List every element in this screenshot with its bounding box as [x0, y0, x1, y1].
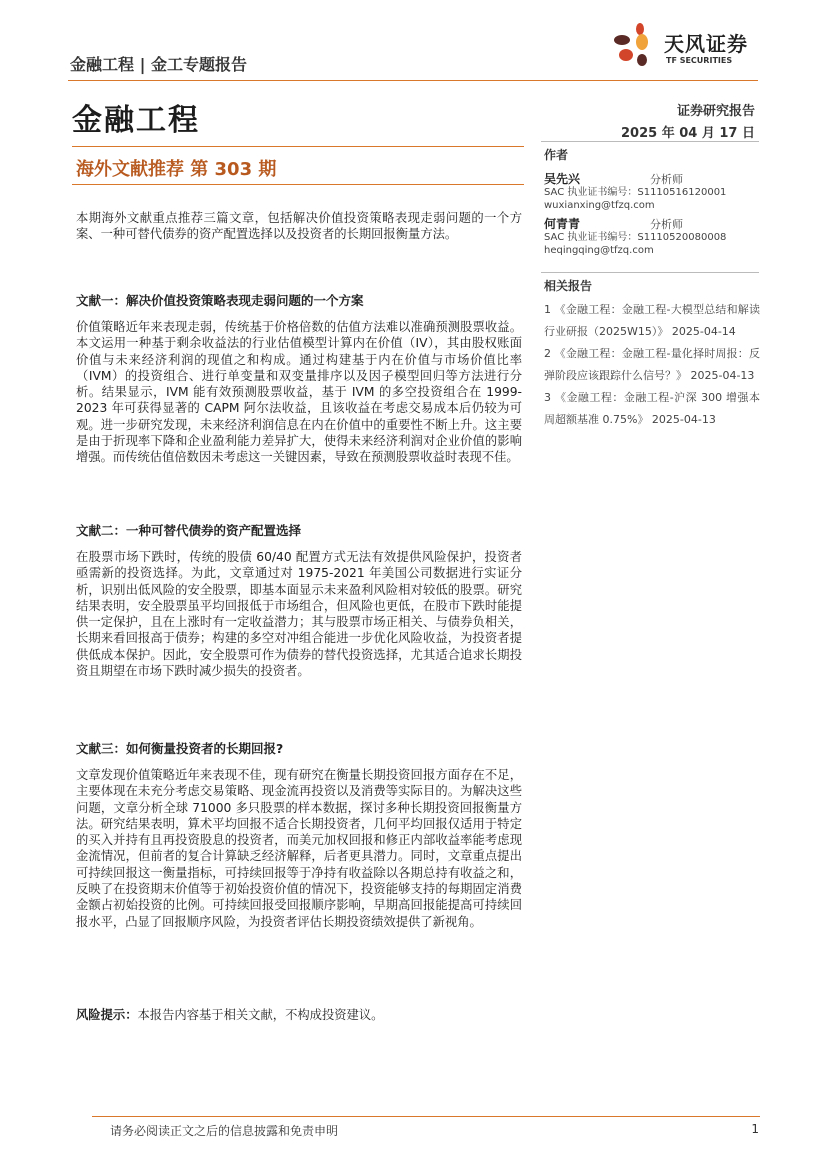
section-title: 文献二：一种可替代债券的资产配置选择: [76, 523, 302, 538]
author-name: 何青青: [544, 217, 581, 231]
related-reports-list: [544, 299, 760, 431]
logo-mark-icon: [612, 22, 662, 72]
report-subtitle: 海外文献推荐 第 303 期: [76, 159, 277, 180]
footer-divider: [92, 1116, 760, 1117]
authors-divider: [541, 141, 759, 142]
author-role: 分析师: [650, 173, 683, 186]
subtitle-divider-bottom: [72, 184, 524, 185]
author-name: 吴先兴: [544, 172, 581, 186]
related-heading: 相关报告: [544, 279, 593, 293]
related-divider: [541, 272, 759, 273]
section-body: 文章发现价值策略近年来表现不佳，现有研究在衡量长期投资回报方面存在不足，主要体现在未充分考虑交易策略、现金流再投资以及消费等实际目的。为解决这些问题，文章分析全球 71000 多只股票的样本数据，探讨多种长期投资回报衡量方法。研究结果表明，算术平均回报不适合长期投资者，几何平均回报仅适用于特定的买入并持有且再投资股息的投资者，而美元加权回报和修正内部收益率能考虑现金流情况，但前者的复合计算缺乏经济解释，后者更具潜力。同时，文章重点提出可持续回报这一衡量指标，可持续回报等于净持有收益除以各期总持有收益之和，反映了在投资期末价值等于初始投资价值的情况下，投资能够支持的每期固定消费金额占初始投资的比例。可持续回报受回报顺序影响，早期高回报能提高可持续回报水平，凸显了回报顺序风险，为投资者评估长期投资绩效提供了新视角。: [76, 768, 522, 929]
author-cert: SAC 执业证书编号：S1110520080008: [544, 232, 727, 243]
report-category: 金融工程 | 金工专题报告: [70, 55, 247, 74]
risk-text: 本报告内容基于相关文献，不构成投资建议。: [137, 1008, 384, 1022]
section-title: 文献一：解决价值投资策略表现走弱问题的一个方案: [76, 293, 364, 308]
section-body: 在股票市场下跌时，传统的股债 60/40 配置方式无法有效提供风险保护，投资者亟需新的投资选择。为此，文章通过对 1975-2021 年美国公司数据进行实证分析，识别出低风险的安全股票，即基本面显示未来盈利风险相对较低的股票。研究结果表明，安全股票虽平均回报低于市场组合，但风险也更低，在股市下跌时能提供一定保护，且在上涨时有一定收益潜力；其与股票市场正相关、与债券负相关，长期来看回报高于债券；构建的多空对冲组合能进一步优化风险收益，为投资者提供低成本保护。因此，安全股票可作为债券的替代投资选择，尤其适合追求长期投资且期望在市场下跌时减少损失的投资者。: [76, 550, 522, 679]
header-divider: [68, 80, 758, 81]
author-cert: SAC 执业证书编号：S1110516120001: [544, 187, 727, 198]
logo-text-en: TF SECURITIES: [666, 56, 733, 65]
company-logo: [612, 22, 762, 72]
related-report-item[interactable]: 1 《金融工程：金融工程-大模型总结和解读行业研报（2025W15）》 2025-04-14: [544, 303, 760, 338]
author-email[interactable]: heqingqing@tfzq.com: [544, 245, 654, 256]
logo-text-cn: 天风证券: [664, 32, 748, 56]
risk-label: 风险提示：: [76, 1008, 138, 1022]
authors-heading: 作者: [544, 148, 569, 162]
related-report-item[interactable]: 2 《金融工程：金融工程-量化择时周报：反弹阶段应该跟踪什么信号？》 2025-04-13: [544, 347, 760, 382]
related-report-item[interactable]: 3 《金融工程：金融工程-沪深 300 增强本周超额基准 0.75%》 2025-04-13: [544, 391, 760, 426]
subtitle-divider-top: [72, 146, 524, 147]
page-title: 金融工程: [72, 103, 200, 138]
section-title: 文献三：如何衡量投资者的长期回报?: [76, 741, 284, 756]
section-body: 价值策略近年来表现走弱，传统基于价格倍数的估值方法难以准确预测股票收益。本文运用一种基于剩余收益法的行业估值模型计算内在价值（IV），其由股权账面价值与未来经济利润的现值之和构成。通过构建基于内在价值与市场价值比率（IVM）的投资组合、进行单变量和双变量排序以及因子模型回归等方法进行分析。结果显示，IVM 能有效预测股票收益，基于 IVM 的多空投资组合在 1999-2023 年可获得显著的 CAPM 阿尔法收益，且该收益在考虑交易成本后仍较为可观。进一步研究发现，未来经济利润信息在内在价值中的重要性不断上升。这主要是由于折现率下降和企业盈利能力差异扩大，使得未来经济利润对企业价值的影响增强。而传统估值倍数因未考虑这一关键因素，导致在预测股票收益时表现不佳。: [76, 320, 522, 465]
footer-disclaimer[interactable]: 请务必阅读正文之后的信息披露和免责申明: [110, 1124, 339, 1138]
report-type: 证券研究报告: [676, 104, 755, 119]
author-email[interactable]: wuxianxing@tfzq.com: [544, 200, 655, 211]
report-date: 2025 年 04 月 17 日: [621, 126, 755, 141]
page-number: 1: [751, 1122, 759, 1136]
intro-paragraph: 本期海外文献重点推荐三篇文章，包括解决价值投资策略表现走弱问题的一个方案、一种可替代债券的资产配置选择以及投资者的长期回报衡量方法。: [76, 211, 522, 242]
author-role: 分析师: [650, 218, 683, 231]
risk-notice: [76, 1005, 383, 1023]
